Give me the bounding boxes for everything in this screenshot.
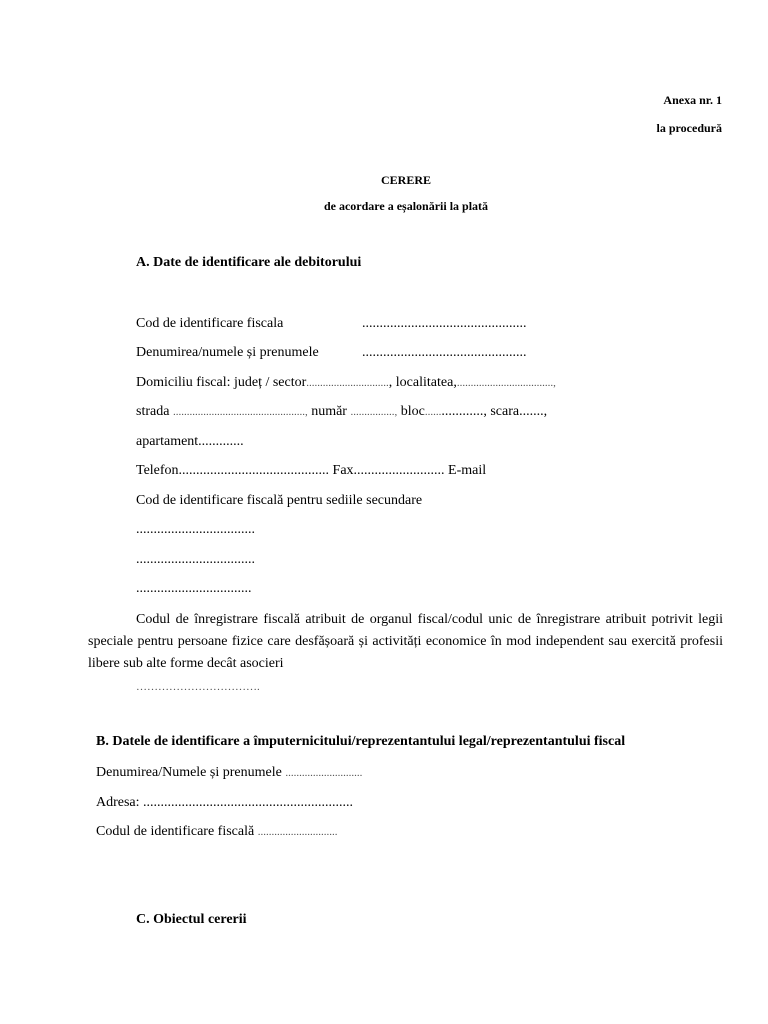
rep-address-field[interactable]: Adresa: ............................................................	[96, 795, 354, 810]
block-field-2[interactable]: ............,	[441, 404, 487, 419]
locality-label: , localitatea,	[388, 375, 457, 390]
street-field[interactable]: ................................................,	[172, 406, 308, 418]
secondary-cif-line-3[interactable]: .................................	[136, 581, 252, 596]
stair-field[interactable]: .......,	[519, 404, 548, 419]
name-label: Denumirea/numele și prenumele	[136, 345, 319, 360]
number-label: număr	[311, 404, 347, 419]
locality-field[interactable]: ...................................,	[456, 377, 556, 389]
document-subtitle: de acordare a eșalonării la plată	[323, 199, 489, 213]
rep-name-label: Denumirea/Numele și prenumele	[96, 765, 282, 780]
domicile-line	[136, 374, 556, 392]
secondary-cif-line-1[interactable]: ..................................	[136, 522, 255, 537]
name-field[interactable]: ...............................................	[362, 345, 527, 360]
street-label: strada	[136, 404, 170, 419]
rep-cif-line	[96, 823, 337, 841]
rep-name-field[interactable]: ............................	[285, 767, 363, 779]
section-a-heading: A. Date de identificare ale debitorului	[136, 255, 362, 270]
block-field[interactable]: ......	[424, 406, 442, 418]
stair-label: scara	[490, 404, 520, 419]
secondary-cif-label: Cod de identificare fiscală pentru sediile secundare	[136, 493, 423, 508]
phone-fax-email-line[interactable]: Telefon........................................... Fax.......................... E-mail	[136, 463, 487, 478]
annex-procedure: la procedură	[656, 121, 722, 135]
rep-cif-label: Codul de identificare fiscală	[96, 824, 255, 839]
annex-number: Anexa nr. 1	[663, 93, 722, 107]
registration-code-field[interactable]: …………………………….	[136, 681, 260, 693]
number-field[interactable]: ................,	[350, 406, 398, 418]
cif-field[interactable]: ...............................................	[362, 316, 527, 331]
block-label: bloc	[400, 404, 425, 419]
domicile-field[interactable]: ..............................	[306, 377, 389, 389]
domicile-label: Domiciliu fiscal: județ / sector	[136, 375, 307, 390]
street-line	[136, 403, 547, 421]
document-title: CERERE	[380, 173, 431, 187]
section-b-heading: B. Datele de identificare a împuternicitului/reprezentantului legal/reprezentantului fiscal	[96, 734, 626, 749]
secondary-cif-line-2[interactable]: ..................................	[136, 552, 255, 567]
rep-cif-field[interactable]: .............................	[257, 826, 338, 838]
cif-label: Cod de identificare fiscala	[136, 316, 284, 331]
registration-code-paragraph: Codul de înregistrare fiscală atribuit de organul fiscal/codul unic de înregistrare atribuit potrivit legii speciale pentru persoane fizice care desfășoară și activități economice în mod independent sau exercită profesii libere sub alte forme decât asocieri	[88, 612, 723, 671]
rep-name-line	[96, 764, 362, 782]
apartment-field[interactable]: apartament.............	[136, 434, 244, 449]
section-c-heading: C. Obiectul cererii	[136, 912, 247, 927]
